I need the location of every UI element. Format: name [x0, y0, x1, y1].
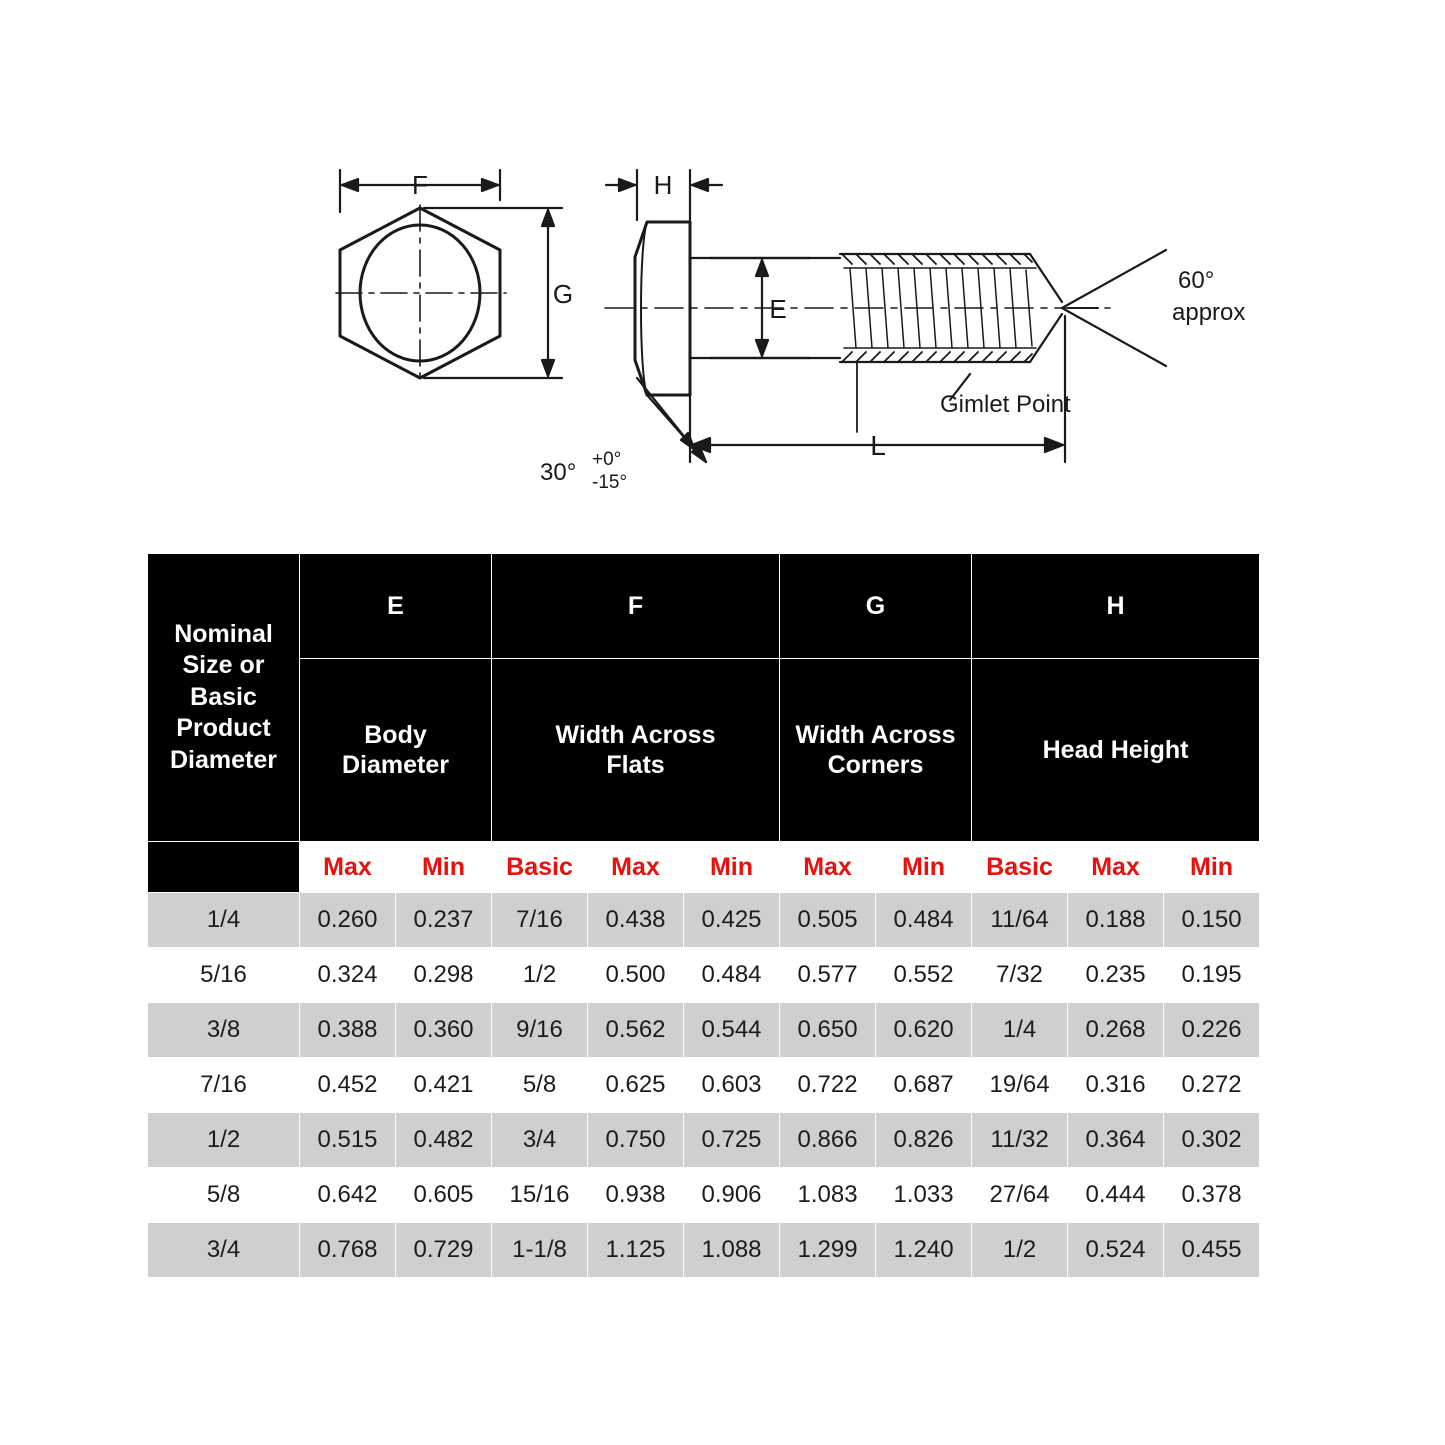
header-sub-f-basic: Basic — [492, 842, 588, 893]
header-group-f-line2: Flats — [606, 751, 665, 779]
diagram-svg — [150, 150, 1300, 540]
cell-h-basic: 19/64 — [972, 1058, 1068, 1113]
cell-h-basic: 27/64 — [972, 1168, 1068, 1223]
header-nominal-line4: Product — [176, 714, 271, 743]
bolt-dimension-diagram — [150, 150, 1300, 540]
header-nominal-line5: Diameter — [170, 745, 277, 774]
cell-h-max: 0.316 — [1068, 1058, 1164, 1113]
table-row — [148, 1223, 1260, 1278]
cell-f-max: 0.562 — [588, 1003, 684, 1058]
table-header-letters — [148, 554, 1260, 659]
header-group-h-line1: Head Height — [1042, 735, 1189, 764]
header-letter-f: F — [492, 554, 780, 659]
cell-e-max: 0.515 — [300, 1113, 396, 1168]
cell-h-max: 0.444 — [1068, 1168, 1164, 1223]
header-group-e-line1: Body — [364, 720, 427, 749]
header-group-g-line2: Corners — [827, 751, 924, 779]
header-sub-g-max: Max — [780, 842, 876, 893]
cell-h-basic: 1/4 — [972, 1003, 1068, 1058]
cell-f-min: 0.425 — [684, 893, 780, 948]
table-row — [148, 1058, 1260, 1113]
header-sub-g-min: Min — [876, 842, 972, 893]
header-sub-h-min: Min — [1164, 842, 1260, 893]
cell-g-max: 0.650 — [780, 1003, 876, 1058]
cell-h-max: 0.235 — [1068, 948, 1164, 1003]
cell-g-max: 0.505 — [780, 893, 876, 948]
cell-f-max: 0.938 — [588, 1168, 684, 1223]
header-letter-e: E — [300, 554, 492, 659]
cell-e-max: 0.388 — [300, 1003, 396, 1058]
cell-f-basic: 7/16 — [492, 893, 588, 948]
cell-h-basic: 1/2 — [972, 1223, 1068, 1278]
cell-h-min: 0.272 — [1164, 1058, 1260, 1113]
label-g: G — [552, 279, 574, 309]
hex-head-end-view — [336, 205, 506, 381]
cell-g-min: 0.826 — [876, 1113, 972, 1168]
cell-h-min: 0.195 — [1164, 948, 1260, 1003]
header-group-g-line1: Width Across — [795, 720, 956, 749]
cell-g-max: 0.722 — [780, 1058, 876, 1113]
header-group-head-height — [972, 659, 1260, 842]
table-body — [148, 893, 1260, 1278]
header-group-body-diameter — [300, 659, 492, 842]
cell-g-min: 0.620 — [876, 1003, 972, 1058]
label-30deg: 30° — [540, 459, 577, 486]
cell-nominal-size: 3/8 — [148, 1003, 300, 1058]
dimension-table — [147, 553, 1260, 1278]
cell-g-min: 0.552 — [876, 948, 972, 1003]
cell-h-basic: 7/32 — [972, 948, 1068, 1003]
cell-f-min: 0.725 — [684, 1113, 780, 1168]
label-l: L — [870, 430, 886, 461]
cell-f-basic: 1-1/8 — [492, 1223, 588, 1278]
cell-h-min: 0.378 — [1164, 1168, 1260, 1223]
cell-f-min: 0.603 — [684, 1058, 780, 1113]
header-nominal-line3: Basic — [190, 682, 257, 711]
cell-f-min: 0.544 — [684, 1003, 780, 1058]
header-sub-h-max: Max — [1068, 842, 1164, 893]
cell-e-max: 0.260 — [300, 893, 396, 948]
header-sub-h-basic: Basic — [972, 842, 1068, 893]
cell-g-max: 1.299 — [780, 1223, 876, 1278]
cell-g-max: 0.866 — [780, 1113, 876, 1168]
header-sub-e-max: Max — [300, 842, 396, 893]
cell-e-min: 0.298 — [396, 948, 492, 1003]
header-sub-f-min: Min — [684, 842, 780, 893]
cell-g-min: 0.687 — [876, 1058, 972, 1113]
table-row — [148, 1003, 1260, 1058]
dim-30deg — [637, 362, 857, 462]
cell-f-max: 0.500 — [588, 948, 684, 1003]
label-gimlet-point: Gimlet Point — [940, 391, 1071, 418]
table-header-subs — [148, 842, 1260, 893]
dimension-table-container — [147, 553, 1247, 1278]
cell-e-min: 0.605 — [396, 1168, 492, 1223]
table-header-groups — [148, 659, 1260, 842]
cell-nominal-size: 5/8 — [148, 1168, 300, 1223]
label-60deg: 60° — [1178, 267, 1215, 294]
label-tol-minus: -15° — [592, 472, 628, 493]
cell-h-max: 0.188 — [1068, 893, 1164, 948]
cell-f-basic: 15/16 — [492, 1168, 588, 1223]
header-nominal-size — [148, 554, 300, 842]
cell-h-min: 0.226 — [1164, 1003, 1260, 1058]
cell-nominal-size: 1/2 — [148, 1113, 300, 1168]
cell-f-min: 1.088 — [684, 1223, 780, 1278]
cell-g-max: 1.083 — [780, 1168, 876, 1223]
cell-e-max: 0.768 — [300, 1223, 396, 1278]
label-approx: approx — [1172, 299, 1246, 326]
label-e: E — [769, 294, 787, 324]
cell-e-max: 0.642 — [300, 1168, 396, 1223]
header-letter-g: G — [780, 554, 972, 659]
header-letter-h: H — [972, 554, 1260, 659]
cell-nominal-size: 7/16 — [148, 1058, 300, 1113]
cell-e-min: 0.237 — [396, 893, 492, 948]
cell-h-min: 0.150 — [1164, 893, 1260, 948]
cell-g-min: 1.033 — [876, 1168, 972, 1223]
header-sub-f-max: Max — [588, 842, 684, 893]
table-row — [148, 893, 1260, 948]
cell-f-max: 1.125 — [588, 1223, 684, 1278]
cell-e-min: 0.421 — [396, 1058, 492, 1113]
label-f: F — [412, 170, 428, 200]
cell-h-max: 0.364 — [1068, 1113, 1164, 1168]
cell-e-max: 0.324 — [300, 948, 396, 1003]
cell-e-min: 0.360 — [396, 1003, 492, 1058]
cell-g-min: 1.240 — [876, 1223, 972, 1278]
cell-e-min: 0.482 — [396, 1113, 492, 1168]
cell-h-basic: 11/64 — [972, 893, 1068, 948]
cell-f-basic: 9/16 — [492, 1003, 588, 1058]
cell-f-basic: 3/4 — [492, 1113, 588, 1168]
header-sub-e-min: Min — [396, 842, 492, 893]
header-nominal-line2: Size or — [182, 651, 265, 680]
header-sub-blank — [148, 842, 300, 893]
table-row — [148, 1168, 1260, 1223]
header-nominal-line1: Nominal — [174, 619, 273, 648]
point-angle-60 — [1062, 250, 1166, 366]
header-group-width-across-corners — [780, 659, 972, 842]
cell-nominal-size: 3/4 — [148, 1223, 300, 1278]
label-tol-plus: +0° — [592, 449, 622, 470]
cell-nominal-size: 1/4 — [148, 893, 300, 948]
cell-h-max: 0.268 — [1068, 1003, 1164, 1058]
header-group-e-line2: Diameter — [342, 751, 449, 779]
header-group-f-line1: Width Across — [555, 720, 716, 749]
cell-f-max: 0.750 — [588, 1113, 684, 1168]
label-h: H — [653, 170, 673, 200]
cell-f-min: 0.906 — [684, 1168, 780, 1223]
cell-f-min: 0.484 — [684, 948, 780, 1003]
table-row — [148, 948, 1260, 1003]
cell-f-max: 0.438 — [588, 893, 684, 948]
cell-e-min: 0.729 — [396, 1223, 492, 1278]
cell-f-basic: 5/8 — [492, 1058, 588, 1113]
cell-h-min: 0.302 — [1164, 1113, 1260, 1168]
header-group-width-across-flats — [492, 659, 780, 842]
cell-h-basic: 11/32 — [972, 1113, 1068, 1168]
cell-f-max: 0.625 — [588, 1058, 684, 1113]
cell-f-basic: 1/2 — [492, 948, 588, 1003]
cell-h-min: 0.455 — [1164, 1223, 1260, 1278]
cell-nominal-size: 5/16 — [148, 948, 300, 1003]
cell-g-max: 0.577 — [780, 948, 876, 1003]
cell-h-max: 0.524 — [1068, 1223, 1164, 1278]
cell-g-min: 0.484 — [876, 893, 972, 948]
table-row — [148, 1113, 1260, 1168]
cell-e-max: 0.452 — [300, 1058, 396, 1113]
